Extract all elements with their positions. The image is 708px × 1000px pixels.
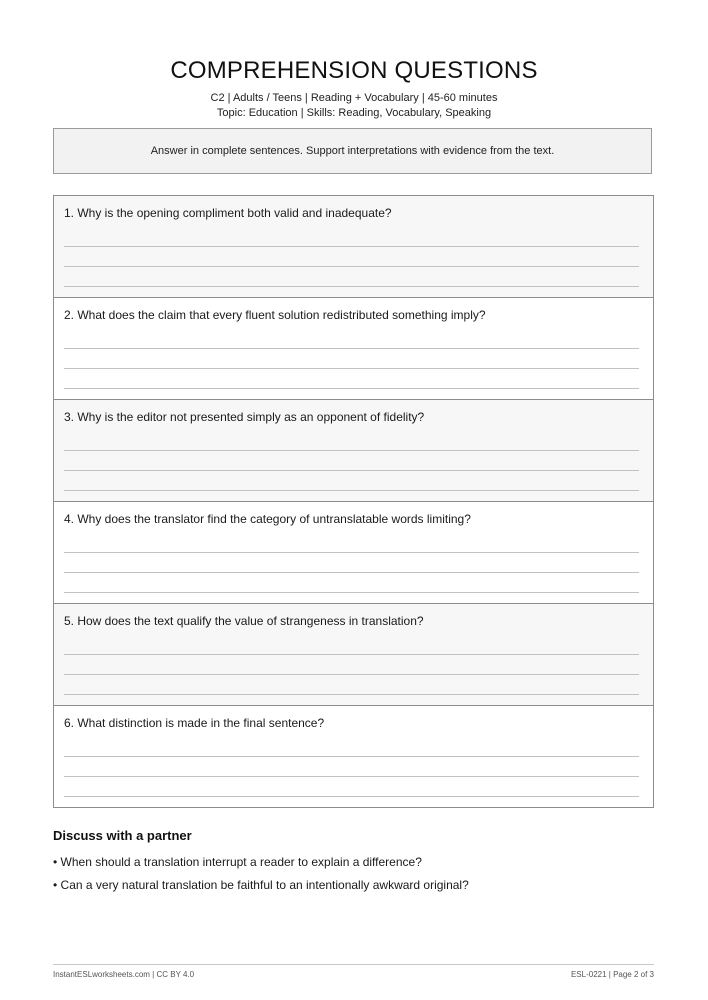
question-text: 4. Why does the translator find the category of untranslatable words limiting? bbox=[64, 512, 471, 526]
answer-line[interactable] bbox=[64, 552, 639, 553]
answer-line[interactable] bbox=[64, 694, 639, 695]
answer-line[interactable] bbox=[64, 450, 639, 451]
answer-line[interactable] bbox=[64, 348, 639, 349]
question-row bbox=[54, 196, 653, 298]
level-meta: C2 | Adults / Teens | Reading + Vocabulary | 45-60 minutes bbox=[210, 92, 498, 104]
question-text: 3. Why is the editor not presented simply as an opponent of fidelity? bbox=[64, 410, 425, 424]
question-row bbox=[54, 298, 653, 400]
answer-line[interactable] bbox=[64, 592, 639, 593]
answer-line[interactable] bbox=[64, 490, 639, 491]
answer-line[interactable] bbox=[64, 674, 639, 675]
answer-line[interactable] bbox=[64, 246, 639, 247]
answer-line[interactable] bbox=[64, 756, 639, 757]
question-text: 6. What distinction is made in the final sentence? bbox=[64, 716, 325, 730]
answer-line[interactable] bbox=[64, 286, 639, 287]
questions-table bbox=[53, 195, 654, 808]
answer-line[interactable] bbox=[64, 572, 639, 573]
footer-page-number: ESL-0221 | Page 2 of 3 bbox=[570, 970, 654, 979]
footer-source: InstantESLworksheets.com | CC BY 4.0 bbox=[53, 970, 195, 979]
answer-line[interactable] bbox=[64, 368, 639, 369]
question-text: 5. How does the text qualify the value of strangeness in translation? bbox=[64, 614, 424, 628]
question-text: 2. What does the claim that every fluent solution redistributed something imply? bbox=[64, 308, 486, 322]
question-text: 1. Why is the opening compliment both valid and inadequate? bbox=[64, 206, 392, 220]
answer-line[interactable] bbox=[64, 470, 639, 471]
question-row bbox=[54, 706, 653, 807]
instructions-text: Answer in complete sentences. Support interpretations with evidence from the text. bbox=[150, 145, 555, 157]
answer-line[interactable] bbox=[64, 796, 639, 797]
discuss-heading: Discuss with a partner bbox=[53, 828, 192, 843]
answer-line[interactable] bbox=[64, 654, 639, 655]
discuss-item: • Can a very natural translation be faithful to an intentionally awkward original? bbox=[53, 878, 469, 892]
page-title: COMPREHENSION QUESTIONS bbox=[170, 57, 538, 84]
discuss-item: • When should a translation interrupt a reader to explain a difference? bbox=[53, 855, 422, 869]
question-row bbox=[54, 400, 653, 502]
answer-line[interactable] bbox=[64, 266, 639, 267]
instructions-box bbox=[53, 128, 652, 174]
question-row bbox=[54, 604, 653, 706]
topic-meta: Topic: Education | Skills: Reading, Vocabulary, Speaking bbox=[216, 107, 492, 119]
answer-line[interactable] bbox=[64, 388, 639, 389]
answer-line[interactable] bbox=[64, 776, 639, 777]
footer-divider bbox=[53, 964, 654, 965]
question-row bbox=[54, 502, 653, 604]
